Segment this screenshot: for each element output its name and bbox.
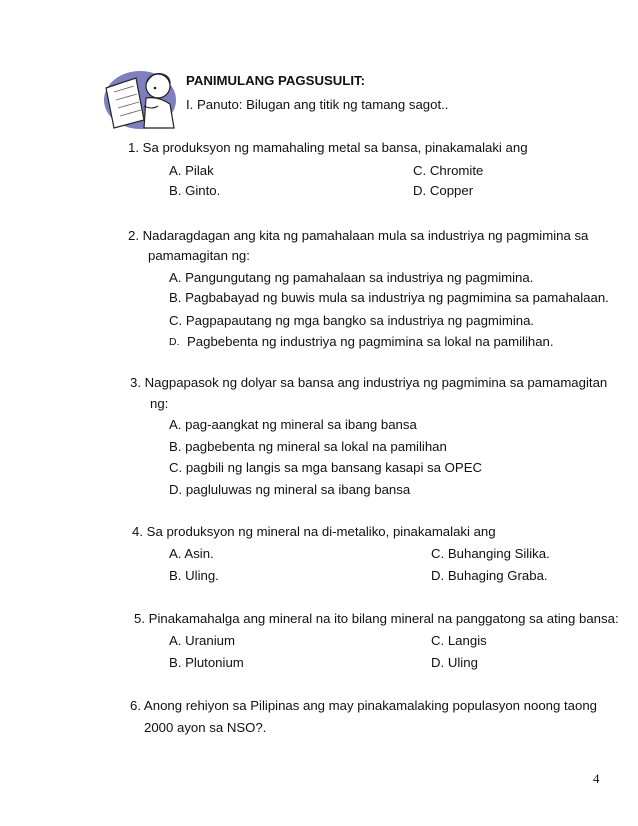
test-title: PANIMULANG PAGSUSULIT: xyxy=(186,73,366,88)
question-1: 1. Sa produksyon ng mamahaling metal sa bansa, pinakamalaki ang xyxy=(128,140,528,155)
q5-option-c[interactable]: C. Langis xyxy=(431,633,487,648)
question-6-cont: 2000 ayon sa NSO?. xyxy=(144,720,267,735)
q5-option-d[interactable]: D. Uling xyxy=(431,655,478,670)
test-instruction: I. Panuto: Bilugan ang titik ng tamang sagot.. xyxy=(186,97,449,112)
q2-option-c[interactable]: C. Pagpapautang ng mga bangko sa industriya ng pagmimina. xyxy=(169,313,535,328)
question-4: 4. Sa produksyon ng mineral na di-metaliko, pinakamalaki ang xyxy=(132,524,496,539)
question-3: 3. Nagpapasok ng dolyar sa bansa ang industriya ng pagmimina sa pamamagitan xyxy=(130,375,608,390)
question-5: 5. Pinakamahalga ang mineral na ito bilang mineral na panggatong sa ating bansa: xyxy=(134,611,619,626)
q3-option-c[interactable]: C. pagbili ng langis sa mga bansang kasapi sa OPEC xyxy=(169,460,483,475)
question-3-cont: ng: xyxy=(150,396,169,411)
page-number: 4 xyxy=(593,771,600,786)
q5-option-b[interactable]: B. Plutonium xyxy=(169,655,244,670)
q1-option-d[interactable]: D. Copper xyxy=(413,183,474,198)
question-2: 2. Nadaragdagan ang kita ng pamahalaan mula sa industriya ng pagmimina sa xyxy=(128,228,589,243)
q4-option-c[interactable]: C. Buhanging Silika. xyxy=(431,546,550,561)
reading-person-illustration xyxy=(100,66,184,132)
q2-option-d[interactable]: Pagbebenta ng industriya ng pagmimina sa lokal na pamilihan. xyxy=(187,334,554,349)
q5-option-a[interactable]: A. Uranium xyxy=(169,633,235,648)
q1-option-a[interactable]: A. Pilak xyxy=(169,163,214,178)
q4-option-d[interactable]: D. Buhaging Graba. xyxy=(431,568,548,583)
q1-option-c[interactable]: C. Chromite xyxy=(413,163,484,178)
q2-option-d-letter[interactable]: D. xyxy=(169,336,180,348)
q3-option-a[interactable]: A. pag-aangkat ng mineral sa ibang bansa xyxy=(169,417,417,432)
q1-option-b[interactable]: B. Ginto. xyxy=(169,183,221,198)
q2-option-a[interactable]: A. Pangungutang ng pamahalaan sa industriya ng pagmimina. xyxy=(169,270,534,285)
q2-option-b[interactable]: B. Pagbabayad ng buwis mula sa industriya ng pagmimina sa pamahalaan. xyxy=(169,290,609,305)
question-6: 6. Anong rehiyon sa Pilipinas ang may pinakamalaking populasyon noong taong xyxy=(130,698,598,713)
q3-option-d[interactable]: D. pagluluwas ng mineral sa ibang bansa xyxy=(169,482,411,497)
q4-option-b[interactable]: B. Uling. xyxy=(169,568,219,583)
q4-option-a[interactable]: A. Asin. xyxy=(169,546,214,561)
q3-option-b[interactable]: B. pagbebenta ng mineral sa lokal na pamilihan xyxy=(169,439,447,454)
question-2-cont: pamamagitan ng: xyxy=(148,248,250,263)
